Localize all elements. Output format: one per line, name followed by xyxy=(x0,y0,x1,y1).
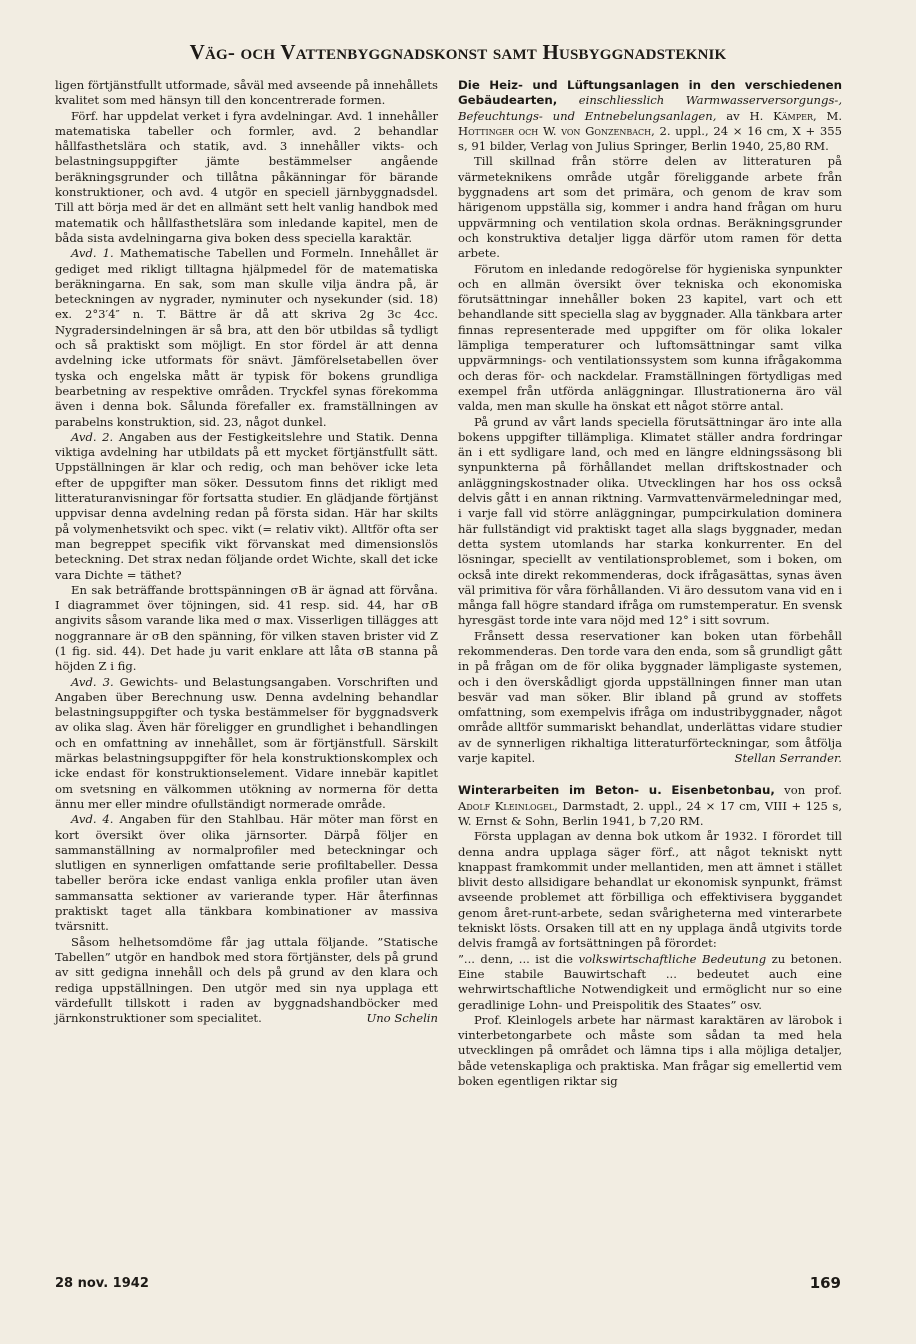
avd2-text: Angaben aus der Festigkeitslehre und Statik. Denna viktiga avdelning har utbildats på ett mycket förtjänstfullt sätt. Uppställningen är klar och redig, och man behöver icke leta efter de uppgifter man söker. Dessutom finns det rikligt med litteraturanvisningar för fortsatta studier. En glädjande förtjänst uppvisar denna avdelning redan på första sidan. Här har skilts på volymenhetsvikt och spec. vikt (= relativ vikt). Alltför ofta ser man begreppet specifik vikt förvanskat med dimensionslös beteckning. Det strax nedan följande ordet Wichte, skall det icke vara Dichte = täthet? xyxy=(55,429,439,582)
avd4-paragraph xyxy=(55,812,438,934)
quote-text: zu betonen. Eine stabile Bauwirtschaft ... bedeutet auch eine wehrwirtschaftliche Notwendigkeit und ermöglicht nur so eine geradlinige Lohn- und Preispolitik des Staates” osv. xyxy=(458,951,843,1012)
signature: Stellan Serrander. xyxy=(734,751,842,766)
avd2-paragraph xyxy=(55,430,438,583)
issue-date: 28 nov. 1942 xyxy=(55,1276,149,1291)
review-heading xyxy=(458,783,842,829)
book-author: Adolf Kleinlogel, xyxy=(458,798,558,813)
paragraph: Till skillnad från större delen av litteraturen på värmeteknikens område utgår föreliggande arbete från byggnadens art som det primära, och genom de krav som härigenom uppställa sig, kommer i andra hand frågan om huru uppvärmning och ventilation skola ordnas. Beräkningsgrunder och konstruktiva detaljer ligga därför utom ramen för detta arbete. xyxy=(458,154,842,261)
book-authors: H. Kämper, M. Hottinger och W. von Gonzenbach, xyxy=(458,108,842,138)
paragraph: Förutom en inledande redogörelse för hygieniska synpunkter och en allmän översikt över tekniska och ekonomiska förutsättningar innehåller boken 23 kapitel, vart och ett behandlande sitt speciella slag av byggnader. Alla tänkbara arter finnas representerade med uppgifter om för olika lokaler lämpliga temperaturer och luftomsättningar samt vilka uppvärmnings- och ventilationssystem som kunna ifrågakomma och deras för- och nackdelar. Framställningen förtydligas med exempel från utförda anläggningar. Illustrationerna äro väl valda, men man skulle ha önskat ett något större antal. xyxy=(458,261,842,414)
closing-text: Såsom helhetsomdöme får jag uttala följande. ”Statische Tabellen” utgör en handbok med stora förtjänster, dels på grund av sitt gedigna innehåll och dels på grund av den klara och rediga uppställningen. Den utgör med sin nya upplaga ett värdefullt tillskott i raden av byggnadshandböcker med järnkonstruktioner som specialitet. xyxy=(55,934,438,1026)
paragraph: En sak beträffande brottspänningen σB är ägnad att förvåna. I diagrammet över töjningen, sid. 41 resp. sid. 44, har σB angivits såsom varande lika med σ max. Visserligen tillägges att noggrannare är σB den spänning, för vilken staven brister vid Z (1 fig. sid. 44). Det hade ju varit enklare att låta σB stanna på höjden Z i fig. xyxy=(55,582,438,674)
avd3-label: Avd. 3. xyxy=(71,674,114,689)
avd2-label: Avd. 2. xyxy=(71,429,114,444)
by-word: von prof. xyxy=(784,783,842,798)
paragraph: ligen förtjänstfullt utformade, såväl med avseende på innehållets kvalitet som med hänsyn till den koncentrerade formen. xyxy=(55,78,438,108)
paragraph: Prof. Kleinlogels arbete har närmast karaktären av lärobok i vinterbetongarbete och måste som sådan ta med hela utvecklingen på området och lämna tips i alla möjliga detaljer, både vetenskapliga och praktiska. Man frågar sig emellertid vem boken egentligen riktar sig xyxy=(458,1012,843,1088)
review-heading xyxy=(458,78,842,154)
avd1-label: Avd. 1. xyxy=(71,246,114,261)
avd4-label: Avd. 4. xyxy=(71,812,114,827)
paragraph: Förf. har uppdelat verket i fyra avdelningar. Avd. 1 innehåller matematiska tabeller och formler, avd. 2 behandlar hållfasthetslära och statik, avd. 3 innehåller vikts- och belastningsuppgifter jämte bestämmelser angående beräkningsgrunder och tillåtna påkänningar för bärande konstruktioner, och avd. 4 utgör en speciell järnbyggnadsdel. Till att börja med är det en allmänt sett helt vanlig handbok med matematik och hållfasthetslära som inledande kapitel, men de båda sista avdelningarna giva boken dess speciella karaktär. xyxy=(55,108,438,245)
page-number: 169 xyxy=(809,1274,841,1292)
avd1-text: Mathematische Tabellen und Formeln. Innehållet är gediget med rikligt tilltagna hjälpmedel för de matematiska beräkningarna. En sak, som man skulle vilja ändra på, är beteckningen av nygrader, nyminuter och nysekunder (sid. 18) ex. 2°3′4″ n. T. Bättre är då att skriva 2g 3c 4cc. Nygradersindelningen är så bra, att den bör utbildas så tydligt och så praktiskt som möjligt. En stor fördel är att denna avdelning icke utformats för snävt. Jämförelsetabellen över tyska och engelska mått är typisk för bokens grundliga bearbetning av respektive områden. Tryckfel synas förekomma även i denna bok. Sålunda förefaller ex. framställningen av parabelns konstruktion, sid. 23, något dunkel. xyxy=(55,246,438,429)
left-column xyxy=(55,78,438,1026)
avd3-text: Gewichts- und Belastungsangaben. Vorschriften und Angaben über Berechnung usw. Denna avdelning behandlar belastningsuppgifter och tyska bestämmelser för byggnadsverk av olika slag. Även här föreligger en grundlighet i behandlingen och en omfattning av innehållet, som är förtjänstfull. Särskilt märkas belastningsuppgifter för hela konstruktionskomplex och icke endast för konstruktionselement. Vidare innebär kapitlet om svetsning en välkommen utökning av normerna för detta ännu mer eller mindre ofullständigt normerade område. xyxy=(55,674,438,811)
book-title: Die Heiz- und Lüftungsanlagen in den verschiedenen Gebäudearten, xyxy=(458,78,842,108)
section-gap xyxy=(458,766,842,783)
paragraph-text: Frånsett dessa reservationer kan boken utan förbehåll rekommenderas. Den torde vara den enda, som så grundligt gått in på frågan om de för olika byggnader lämpligaste systemen, och i den överskådligt gjorda uppställningen finner man utan besvär vad man söker. Blir ibland på grund av stoffets omfattning, som exempelvis ifråga om industribyggnader, något område alltför summariskt behandlat, underlättas vidare studier av de synnerligen rikhaltiga litteraturförteckningar, som åtfölja varje kapitel. xyxy=(458,628,842,766)
right-column xyxy=(458,78,842,1089)
book-title: Winterarbeiten im Beton- u. Eisenbetonbau, xyxy=(458,783,775,798)
quote-paragraph xyxy=(458,952,842,1013)
avd3-paragraph xyxy=(55,675,438,813)
running-head: Väg- och Vattenbyggnadskonst samt Husbyggnadsteknik xyxy=(189,40,727,64)
book-subtitle: einschliesslich Warmwasserversorgungs-, Befeuchtungs- und Entnebelungsanlagen, xyxy=(458,93,843,123)
paragraph: På grund av vårt lands speciella förutsättningar äro inte alla bokens uppgifter tillämpliga. Klimatet ställer andra fordringar än i ett sydligare land, och med en längre eldningssäsong bli synpunkterna på förhållandet mellan driftskostnader och anläggningskostnader olika. Utvecklingen har hos oss också delvis gått i en annan riktning. Varmvattenvärmeledningar med, i varje fall vid större anläggningar, pumpcirkulation dominera här fullständigt vid praktiskt taget alla slags byggnader, medan detta system utomlands har starka konkurrenter. En del lösningar, speciellt av ventilationsproblemet, som i boken, om också inte direkt rekommenderas, dock ifrågasättas, synas även väl primitiva för våra förhållanden. Vi äro dessutom vana vid en i många fall högre standard ifråga om rumstemperatur. En svensk hyresgäst torde inte vara nöjd med 12° i sitt sovrum. xyxy=(458,414,842,628)
publication-info: Darmstadt, 2. uppl., 24 × 17 cm, VIII + 125 s, W. Ernst & Sohn, Berlin 1941, b 7,20 RM. xyxy=(458,798,843,828)
avd1-paragraph xyxy=(55,246,438,430)
by-word: av xyxy=(726,108,740,123)
paragraph: Första upplagan av denna bok utkom år 1932. I förordet till denna andra upplaga säger förf., att något tekniskt nytt knappast framkommit under mellantiden, men att ämnet i stället blivit desto allsidigare behandlat ur ekonomisk synpunkt, främst avseende problemet att förbilliga och effektivisera byggandet genom året-runt-arbete, sedan svårigheterna med vinterarbete tekniskt lösts. Orsaken till att en ny upplaga ändå utgivits torde delvis framgå av fortsättningen på förordet: xyxy=(458,829,842,951)
quote-emphasis: volkswirtschaftliche Bedeutung xyxy=(578,951,767,966)
signature: Uno Schelin xyxy=(366,1011,438,1026)
paragraph xyxy=(458,629,842,767)
quote-text: ”... denn, ... ist die xyxy=(458,951,574,966)
avd4-text: Angaben für den Stahlbau. Här möter man först en kort översikt över olika järnsorter. Därpå följer en sammanställning av normalprofiler med beteckningar och slutligen en synnerligen omfattande serie profiltabeller. Dessa tabeller beröra icke endast vanliga enkla profiler utan även sammansatta sektioner av varierande typer. Här återfinnas praktiskt taget alla tänkbara kombinationer av massiva tvärsnitt. xyxy=(55,812,439,934)
closing-paragraph xyxy=(55,935,438,1027)
publication-info: 2. uppl., 24 × 16 cm, X + 355 s, 91 bilder, Verlag von Julius Springer, Berlin 1940, 25,80 RM. xyxy=(458,123,843,154)
